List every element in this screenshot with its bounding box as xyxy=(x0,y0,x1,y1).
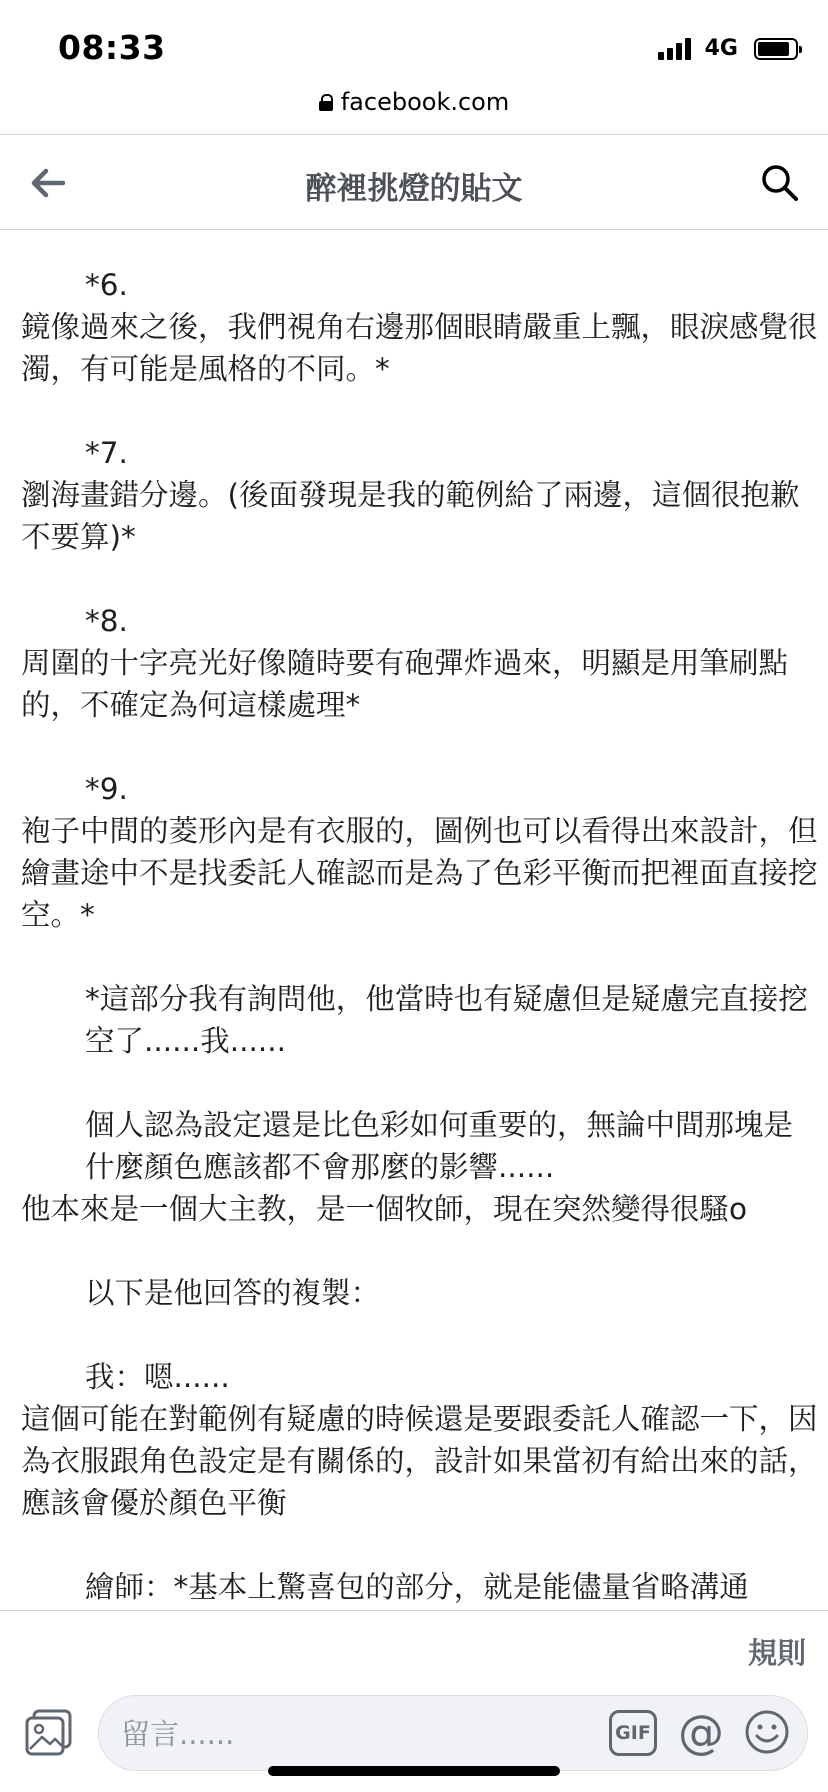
post-paragraph: *這部分我有詢問他，他當時也有疑慮但是疑慮完直接挖空了......我...... xyxy=(85,982,808,1058)
post-body xyxy=(21,264,821,1608)
comment-box xyxy=(98,1695,808,1771)
paragraph-spacer xyxy=(21,390,821,432)
lock-icon xyxy=(319,94,333,110)
search-button[interactable] xyxy=(754,157,806,209)
status-time: 08:33 xyxy=(58,28,166,67)
url-bar[interactable] xyxy=(0,82,828,122)
post-paragraph: 袍子中間的菱形內是有衣服的，圖例也可以看得出來設計，但繪畫途中不是找委託人確認而是為了色彩平衡而把裡面直接挖空。* xyxy=(21,814,818,932)
post-paragraph: 以下是他回答的複製： xyxy=(85,1276,381,1310)
post-paragraph: 這個可能在對範例有疑慮的時候還是要跟委託人確認一下，因為衣服跟角色設定是有關係的，設計如果當初有給出來的話，應該會優於顏色平衡 xyxy=(21,1402,818,1520)
post-paragraph: *8. xyxy=(85,604,128,638)
post-paragraph: 周圍的十字亮光好像隨時要有砲彈炸過來，明顯是用筆刷點的，不確定為何這樣處理* xyxy=(21,646,789,722)
paragraph-spacer xyxy=(21,558,821,600)
status-bar xyxy=(0,0,828,95)
post-paragraph: 鏡像過來之後，我們視角右邊那個眼睛嚴重上飄，眼淚感覺很濁，有可能是風格的不同。* xyxy=(21,310,818,386)
smiley-icon xyxy=(743,1708,791,1756)
signal-icon xyxy=(658,38,691,60)
url-text: facebook.com xyxy=(340,88,510,116)
paragraph-spacer xyxy=(21,1524,821,1566)
post-paragraph: 瀏海畫錯分邊。(後面發現是我的範例給了兩邊，這個很抱歉不要算)* xyxy=(21,478,800,554)
comment-input[interactable] xyxy=(119,1696,523,1772)
rules-link[interactable]: 規則 xyxy=(747,1636,806,1670)
post-paragraph: *7. xyxy=(85,436,128,470)
paragraph-spacer xyxy=(21,1230,821,1272)
search-icon xyxy=(761,164,799,202)
gif-button[interactable]: GIF xyxy=(609,1710,657,1756)
network-label: 4G xyxy=(704,36,738,61)
page-header xyxy=(0,134,828,230)
post-paragraph: 個人認為設定還是比色彩如何重要的，無論中間那塊是什麼顏色應該都不會那麼的影響...... xyxy=(85,1108,794,1184)
paragraph-spacer xyxy=(21,1062,821,1104)
photo-button[interactable] xyxy=(24,1707,74,1757)
status-indicators xyxy=(658,36,798,61)
post-paragraph: 他本來是一個大主教，是一個牧師，現在突然變得很騷o xyxy=(21,1192,748,1226)
comment-bar xyxy=(0,1610,828,1792)
photo-icon xyxy=(24,1707,74,1757)
mention-button[interactable]: @ xyxy=(678,1705,724,1759)
post-paragraph: 繪師：*基本上驚喜包的部分，就是能儘量省略溝通 xyxy=(85,1570,749,1604)
post-paragraph: *9. xyxy=(85,772,128,806)
battery-fill xyxy=(758,42,789,56)
paragraph-spacer xyxy=(21,936,821,978)
post-paragraph: *6. xyxy=(85,268,128,302)
emoji-button[interactable] xyxy=(743,1708,791,1756)
home-indicator xyxy=(268,1766,560,1776)
paragraph-spacer xyxy=(21,1314,821,1356)
post-paragraph: 我：嗯...... xyxy=(85,1360,230,1394)
paragraph-spacer xyxy=(21,726,821,768)
battery-icon xyxy=(754,38,798,60)
page-title: 醉裡挑燈的貼文 xyxy=(305,171,523,207)
